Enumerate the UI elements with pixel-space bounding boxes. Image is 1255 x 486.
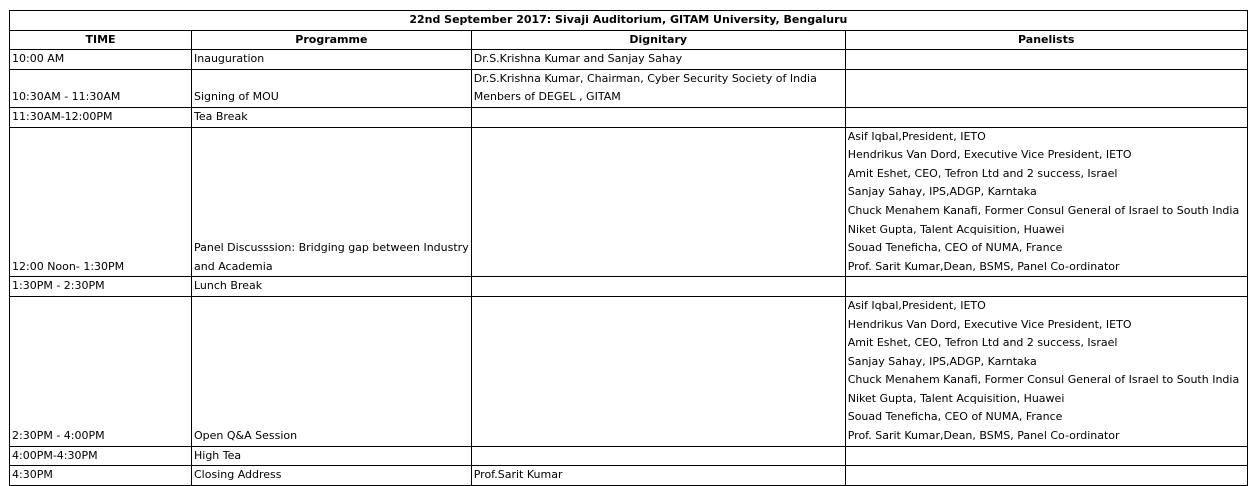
cell-panelists-line: Amit Eshet, CEO, Tefron Ltd and 2 success, Israel	[847, 336, 1118, 350]
cell-dignitary	[471, 107, 845, 127]
cell-programme	[192, 277, 472, 297]
cell-programme-line: Tea Break	[194, 109, 248, 123]
cell-time: 2:30PM - 4:00PM	[10, 296, 192, 446]
header-time: TIME	[10, 30, 192, 50]
cell-programme-line: Open Q&A Session	[194, 429, 298, 443]
cell-dignitary	[471, 69, 845, 107]
cell-dignitary-line: Prof.Sarit Kumar	[473, 468, 563, 482]
cell-panelists	[845, 296, 1247, 446]
schedule-body	[10, 50, 1248, 486]
cell-programme	[192, 446, 472, 466]
cell-dignitary-line: Dr.S.Krishna Kumar and Sanjay Sahay	[473, 52, 683, 66]
cell-panelists-line: Niket Gupta, Talent Acquisition, Huawei	[847, 222, 1065, 236]
cell-dignitary	[471, 296, 845, 446]
cell-programme-line: High Tea	[194, 448, 242, 462]
cell-time: 10:00 AM	[10, 50, 192, 70]
table-row	[10, 107, 1248, 127]
table-row	[10, 50, 1248, 70]
cell-dignitary	[471, 127, 845, 277]
cell-panelists-line: Hendrikus Van Dord, Executive Vice President, IETO	[847, 317, 1132, 331]
header-dignitary: Dignitary	[471, 30, 845, 50]
cell-panelists-line: Niket Gupta, Talent Acquisition, Huawei	[847, 391, 1065, 405]
cell-panelists-line: Chuck Menahem Kanafi, Former Consul General of Israel to South India	[847, 203, 1240, 217]
cell-programme	[192, 296, 472, 446]
cell-time: 4:30PM	[10, 466, 192, 486]
cell-panelists-line: Souad Teneficha, CEO of NUMA, France	[847, 410, 1063, 424]
cell-programme	[192, 127, 472, 277]
cell-panelists	[845, 127, 1247, 277]
cell-programme	[192, 466, 472, 486]
cell-panelists-line: Hendrikus Van Dord, Executive Vice President, IETO	[847, 148, 1132, 162]
cell-programme-line: Lunch Break	[194, 279, 263, 293]
cell-panelists	[845, 69, 1247, 107]
cell-programme-line: Panel Discusssion: Bridging gap between Industry	[194, 241, 469, 255]
cell-programme-line: and Academia	[194, 259, 273, 273]
cell-panelists-line: Sanjay Sahay, IPS,ADGP, Karntaka	[847, 185, 1037, 199]
cell-panelists-line: Sanjay Sahay, IPS,ADGP, Karntaka	[847, 354, 1037, 368]
table-row	[10, 69, 1248, 107]
cell-dignitary-line: Menbers of DEGEL , GITAM	[473, 90, 621, 104]
cell-panelists-line: Chuck Menahem Kanafi, Former Consul General of Israel to South India	[847, 373, 1240, 387]
cell-panelists-line: Asif Iqbal,President, IETO	[847, 298, 986, 312]
cell-dignitary-line: Dr.S.Krishna Kumar, Chairman, Cyber Security Society of India	[473, 71, 817, 85]
cell-panelists-line: Asif Iqbal,President, IETO	[847, 129, 986, 143]
cell-dignitary	[471, 50, 845, 70]
table-row	[10, 446, 1248, 466]
cell-time: 11:30AM-12:00PM	[10, 107, 192, 127]
cell-panelists-line: Souad Teneficha, CEO of NUMA, France	[847, 241, 1063, 255]
cell-time: 12:00 Noon- 1:30PM	[10, 127, 192, 277]
cell-programme-line: Inauguration	[194, 52, 265, 66]
table-title: 22nd September 2017: Sivaji Auditorium, GITAM University, Bengaluru	[10, 11, 1248, 31]
cell-time: 1:30PM - 2:30PM	[10, 277, 192, 297]
cell-time: 10:30AM - 11:30AM	[10, 69, 192, 107]
table-row	[10, 296, 1248, 446]
cell-programme	[192, 69, 472, 107]
cell-panelists-line: Amit Eshet, CEO, Tefron Ltd and 2 success, Israel	[847, 166, 1118, 180]
cell-dignitary	[471, 277, 845, 297]
cell-panelists-line: Prof. Sarit Kumar,Dean, BSMS, Panel Co-ordinator	[847, 259, 1120, 273]
header-panelists: Panelists	[845, 30, 1247, 50]
cell-panelists	[845, 466, 1247, 486]
table-row	[10, 466, 1248, 486]
table-row	[10, 127, 1248, 277]
cell-dignitary	[471, 446, 845, 466]
table-row	[10, 277, 1248, 297]
schedule-table	[9, 10, 1248, 486]
cell-programme	[192, 50, 472, 70]
cell-panelists-line: Prof. Sarit Kumar,Dean, BSMS, Panel Co-ordinator	[847, 429, 1120, 443]
cell-panelists	[845, 446, 1247, 466]
cell-panelists	[845, 107, 1247, 127]
cell-time: 4:00PM-4:30PM	[10, 446, 192, 466]
cell-programme-line: Closing Address	[194, 468, 282, 482]
cell-dignitary	[471, 466, 845, 486]
cell-panelists	[845, 50, 1247, 70]
cell-panelists	[845, 277, 1247, 297]
cell-programme-line: Signing of MOU	[194, 90, 279, 104]
cell-programme	[192, 107, 472, 127]
header-programme: Programme	[192, 30, 472, 50]
